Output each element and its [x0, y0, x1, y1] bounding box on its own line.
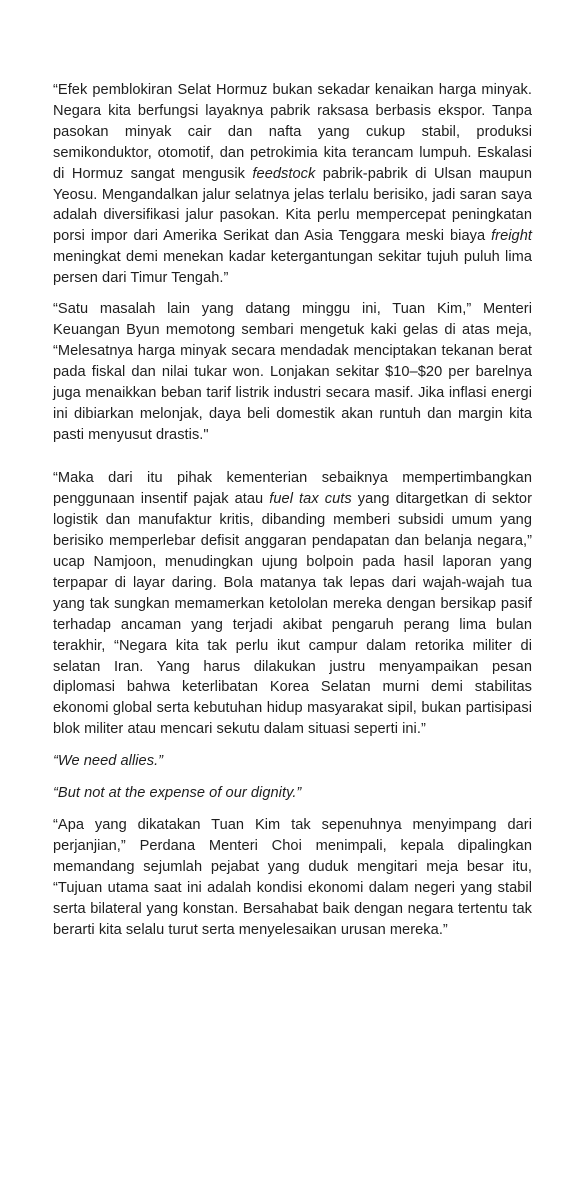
text-run: “Efek pemblokiran Selat Hormuz bukan sekadar kenaikan harga minyak. Negara kita berfungsi layaknya pabrik raksasa berbasis ekspor. Tanpa pasokan minyak cair dan nafta yang cukup stabil, produksi semikonduktor, otomotif, dan petrokimia kita terancam lumpuh. Eskalasi di Hormuz sangat mengusik — [53, 82, 532, 182]
paragraph-namjoon-tax-cuts — [53, 468, 532, 740]
paragraph-finance-minister — [53, 299, 532, 445]
italic-quote: “We need allies.” — [53, 753, 164, 770]
paragraph-hormuz-blockade — [53, 80, 532, 289]
italic-term-fuel-tax-cuts: fuel tax cuts — [269, 491, 352, 508]
text-run: “Satu masalah lain yang datang minggu ini, Tuan Kim,” Menteri Keuangan Byun memotong sembari mengetuk kaki gelas di atas meja, “Melesatnya harga minyak secara mendadak menciptakan tekanan berat pada fiskal dan nilai tukar won. Lonjakan sekitar $10–$20 per barelnya juga menaikkan beban tarif listrik industri secara masif. Jika inflasi energi ini dibiarkan melonjak, daya beli domestik akan runtuh dan margin kita pasti menyusut drastis." — [53, 301, 532, 443]
text-run: pabrik-pabrik di Ulsan maupun Yeosu. Mengandalkan jalur selatnya jelas terlalu berisiko, jadi saran saya adalah diversifikasi jalur pasokan. Kita perlu mempercepat peningkatan porsi impor dari Amerika Serikat dan Asia Tenggara meski biaya — [53, 165, 532, 245]
quote-dignity — [53, 783, 532, 804]
quote-we-need-allies — [53, 751, 532, 772]
italic-term-feedstock: feedstock — [252, 165, 316, 182]
text-run: meningkat demi menekan kadar ketergantungan sekitar tujuh puluh lima persen dari Timur Tengah.” — [53, 249, 532, 287]
text-run: “Apa yang dikatakan Tuan Kim tak sepenuhnya menyimpang dari perjanjian,” Perdana Menteri Choi menimpali, kepala dipalingkan memandang sejumlah pejabat yang duduk mengitari meja besar itu, “Tujuan utama saat ini adalah kondisi ekonomi dalam negeri yang stabil serta bilateral yang konstan. Bersahabat baik dengan negara tertentu tak berarti kita selalu turut serta menyelesaikan urusan mereka.” — [53, 817, 532, 938]
text-run: “Maka dari itu pihak kementerian sebaiknya mempertimbangkan penggunaan insentif pajak atau — [53, 470, 532, 508]
text-run: yang ditargetkan di sektor logistik dan manufaktur kritis, dibanding memberi subsidi umum yang berisiko memperlebar defisit anggaran pendapatan dan belanja negara,” ucap Namjoon, menudingkan ujung bolpoin pada hasil laporan yang terpapar di layar daring. Bola matanya tak lepas dari wajah-wajah tua yang tak sungkan memamerkan ketololan mereka dengan bersikap pasif terhadap ancaman yang terjadi akibat pengaruh perang lima bulan terakhir, “Negara kita tak perlu ikut campur dalam retorika militer di selatan Iran. Yang harus dilakukan justru menyampaikan pesan diplomasi bahwa keterlibatan Korea Selatan murni demi stabilitas ekonomi global serta kebutuhan hidup masyarakat sipil, bukan partisipasi blok militer atau mencari sekutu dalam situasi seperti ini.” — [53, 491, 532, 738]
italic-term-freight: freight — [491, 228, 532, 245]
paragraph-prime-minister — [53, 815, 532, 940]
document-body — [53, 80, 532, 940]
italic-quote: “But not at the expense of our dignity.” — [53, 785, 302, 802]
